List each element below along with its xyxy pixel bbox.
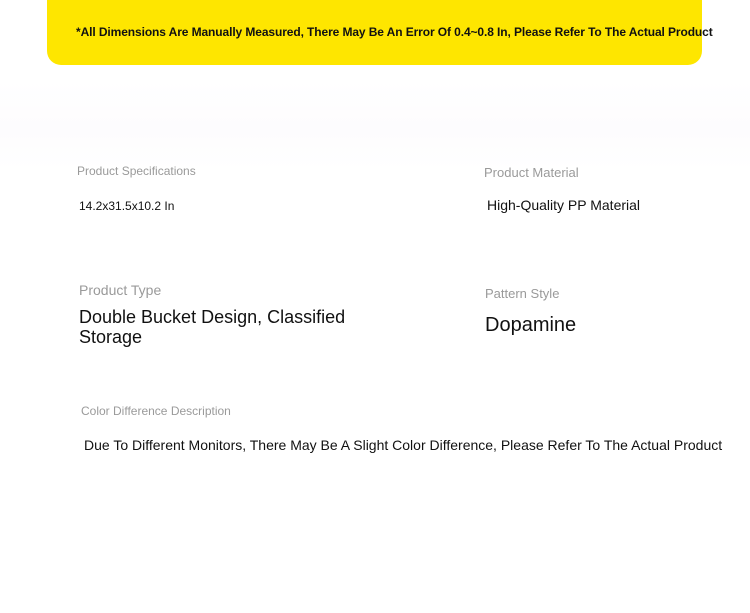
spec-value: Due To Different Monitors, There May Be A Slight Color Difference, Please Refer To The Actual Product <box>84 437 723 453</box>
spec-label: Pattern Style <box>485 286 560 301</box>
spec-product-type <box>79 282 379 347</box>
spec-value: Double Bucket Design, Classified Storage <box>79 307 346 347</box>
spec-product-material <box>484 165 641 213</box>
spec-color-difference <box>81 404 723 453</box>
spec-value: High-Quality PP Material <box>487 197 641 213</box>
spec-pattern-style <box>485 286 577 336</box>
spec-label: Product Material <box>484 165 579 180</box>
spec-label: Product Specifications <box>77 164 196 178</box>
spec-value: 14.2x31.5x10.2 In <box>79 199 175 213</box>
spec-value: Dopamine <box>485 314 577 336</box>
spec-product-specifications <box>77 164 196 213</box>
background-band <box>0 80 750 170</box>
measurement-notice-banner <box>47 0 713 65</box>
spec-label: Color Difference Description <box>81 404 231 418</box>
measurement-notice-text: *All Dimensions Are Manually Measured, There May Be An Error Of 0.4~0.8 In, Please Refer To The Actual Product <box>76 25 713 39</box>
spec-label: Product Type <box>79 282 162 298</box>
